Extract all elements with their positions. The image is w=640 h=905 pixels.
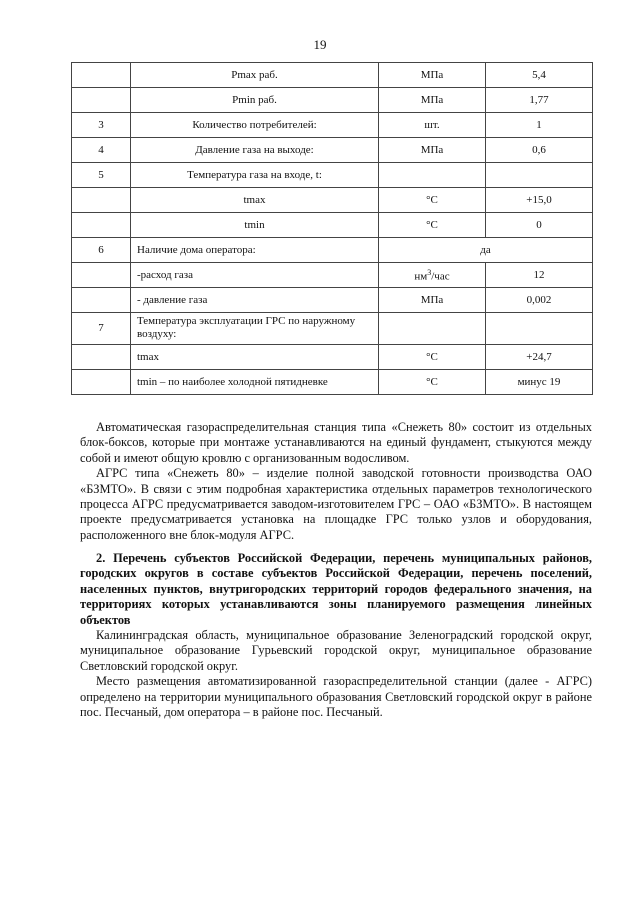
parameter-name: - давление газа [131, 288, 379, 313]
table-row [72, 163, 593, 188]
parameter-name: Давление газа на выходе: [131, 138, 379, 163]
parameter-name: tmax [131, 188, 379, 213]
table-row [72, 113, 593, 138]
row-number [72, 213, 131, 238]
parameter-name: tmax [131, 345, 379, 370]
description-text [80, 420, 592, 543]
parameter-name: Наличие дома оператора: [131, 238, 379, 263]
table-row [72, 313, 593, 345]
table-row [72, 63, 593, 88]
row-number [72, 288, 131, 313]
unit: °С [379, 213, 486, 238]
value [486, 163, 593, 188]
table-row [72, 213, 593, 238]
table-row [72, 138, 593, 163]
parameter-name: tmin – по наиболее холодной пятидневке [131, 370, 379, 395]
parameter-name: Pmin раб. [131, 88, 379, 113]
paragraph-location: Место размещения автоматизированной газораспределительной станции (далее - АГРС) определено на территории муниципального образования Светловский городской округ в районе пос. Песчаный, дом оператора – в районе пос. Песчаный. [80, 674, 592, 720]
table-row [72, 188, 593, 213]
merged-value: да [379, 238, 593, 263]
row-number: 5 [72, 163, 131, 188]
unit [379, 263, 486, 288]
parameter-name: Pmax раб. [131, 63, 379, 88]
table-row [72, 288, 593, 313]
paragraph-manufacturer: АГРС типа «Снежеть 80» – изделие полной заводской готовности производства ОАО «БЗМТО». В связи с этим подробная характеристика отдельных параметров технологического процесса АГРС предусматривается заводом-изготовителем ГРС – ОАО «БЗМТО». В настоящем проекте предусматривается установка на площадке ГРС только узлов и оборудования, расположенного вне блок-модуля АГРС. [80, 466, 592, 542]
section-2 [80, 551, 592, 720]
value: 0 [486, 213, 593, 238]
value: 5,4 [486, 63, 593, 88]
parameter-name: Температура газа на входе, t: [131, 163, 379, 188]
table-row [72, 238, 593, 263]
paragraph-regions: Калининградская область, муниципальное образование Зеленоградский городской округ, муниципальное образование Гурьевский городской округ, муниципальное образование Светловский городской округ. [80, 628, 592, 673]
unit-base: нм [414, 270, 428, 283]
unit: °С [379, 345, 486, 370]
value [486, 313, 593, 345]
unit: МПа [379, 288, 486, 313]
parameter-name: -расход газа [131, 263, 379, 288]
value: 12 [486, 263, 593, 288]
row-number [72, 345, 131, 370]
parameter-name: Количество потребителей: [131, 113, 379, 138]
unit-superscript: 3 [427, 268, 432, 278]
value: 0,6 [486, 138, 593, 163]
value: 1 [486, 113, 593, 138]
table-row [72, 88, 593, 113]
row-number [72, 188, 131, 213]
row-number [72, 370, 131, 395]
table-row [72, 370, 593, 395]
row-number: 3 [72, 113, 131, 138]
row-number: 6 [72, 238, 131, 263]
row-number [72, 63, 131, 88]
row-number: 4 [72, 138, 131, 163]
value: +24,7 [486, 345, 593, 370]
section-heading: 2. Перечень субъектов Российской Федерации, перечень муниципальных районов, городских округов в составе субъектов Российской Федерации, перечень поселений, населенных пунктов, внутригородских территорий городов федерального значения, на территориях которых устанавливаются зоны планируемого размещения линейных объектов [80, 551, 592, 627]
parameter-name: tmin [131, 213, 379, 238]
value: 0,002 [486, 288, 593, 313]
table-row [72, 345, 593, 370]
value: минус 19 [486, 370, 593, 395]
unit [379, 163, 486, 188]
parameter-name: Температура эксплуатации ГРС по наружному воздуху: [131, 313, 379, 345]
unit: МПа [379, 138, 486, 163]
row-number [72, 88, 131, 113]
unit [379, 313, 486, 345]
value: +15,0 [486, 188, 593, 213]
unit: °С [379, 188, 486, 213]
row-number: 7 [72, 313, 131, 345]
table-row [72, 263, 593, 288]
value: 1,77 [486, 88, 593, 113]
row-number [72, 263, 131, 288]
unit: МПа [379, 88, 486, 113]
paragraph-description: Автоматическая газораспределительная станция типа «Снежеть 80» состоит из отдельных блок-боксов, которые при монтаже устанавливаются на единый фундамент, стыкуются между собой и имеют общую кровлю с организованным водосливом. [80, 420, 592, 465]
specifications-table [71, 62, 593, 395]
unit: шт. [379, 113, 486, 138]
page-number: 19 [313, 37, 327, 52]
unit: МПа [379, 63, 486, 88]
unit: °С [379, 370, 486, 395]
unit-tail: /час [431, 270, 450, 283]
